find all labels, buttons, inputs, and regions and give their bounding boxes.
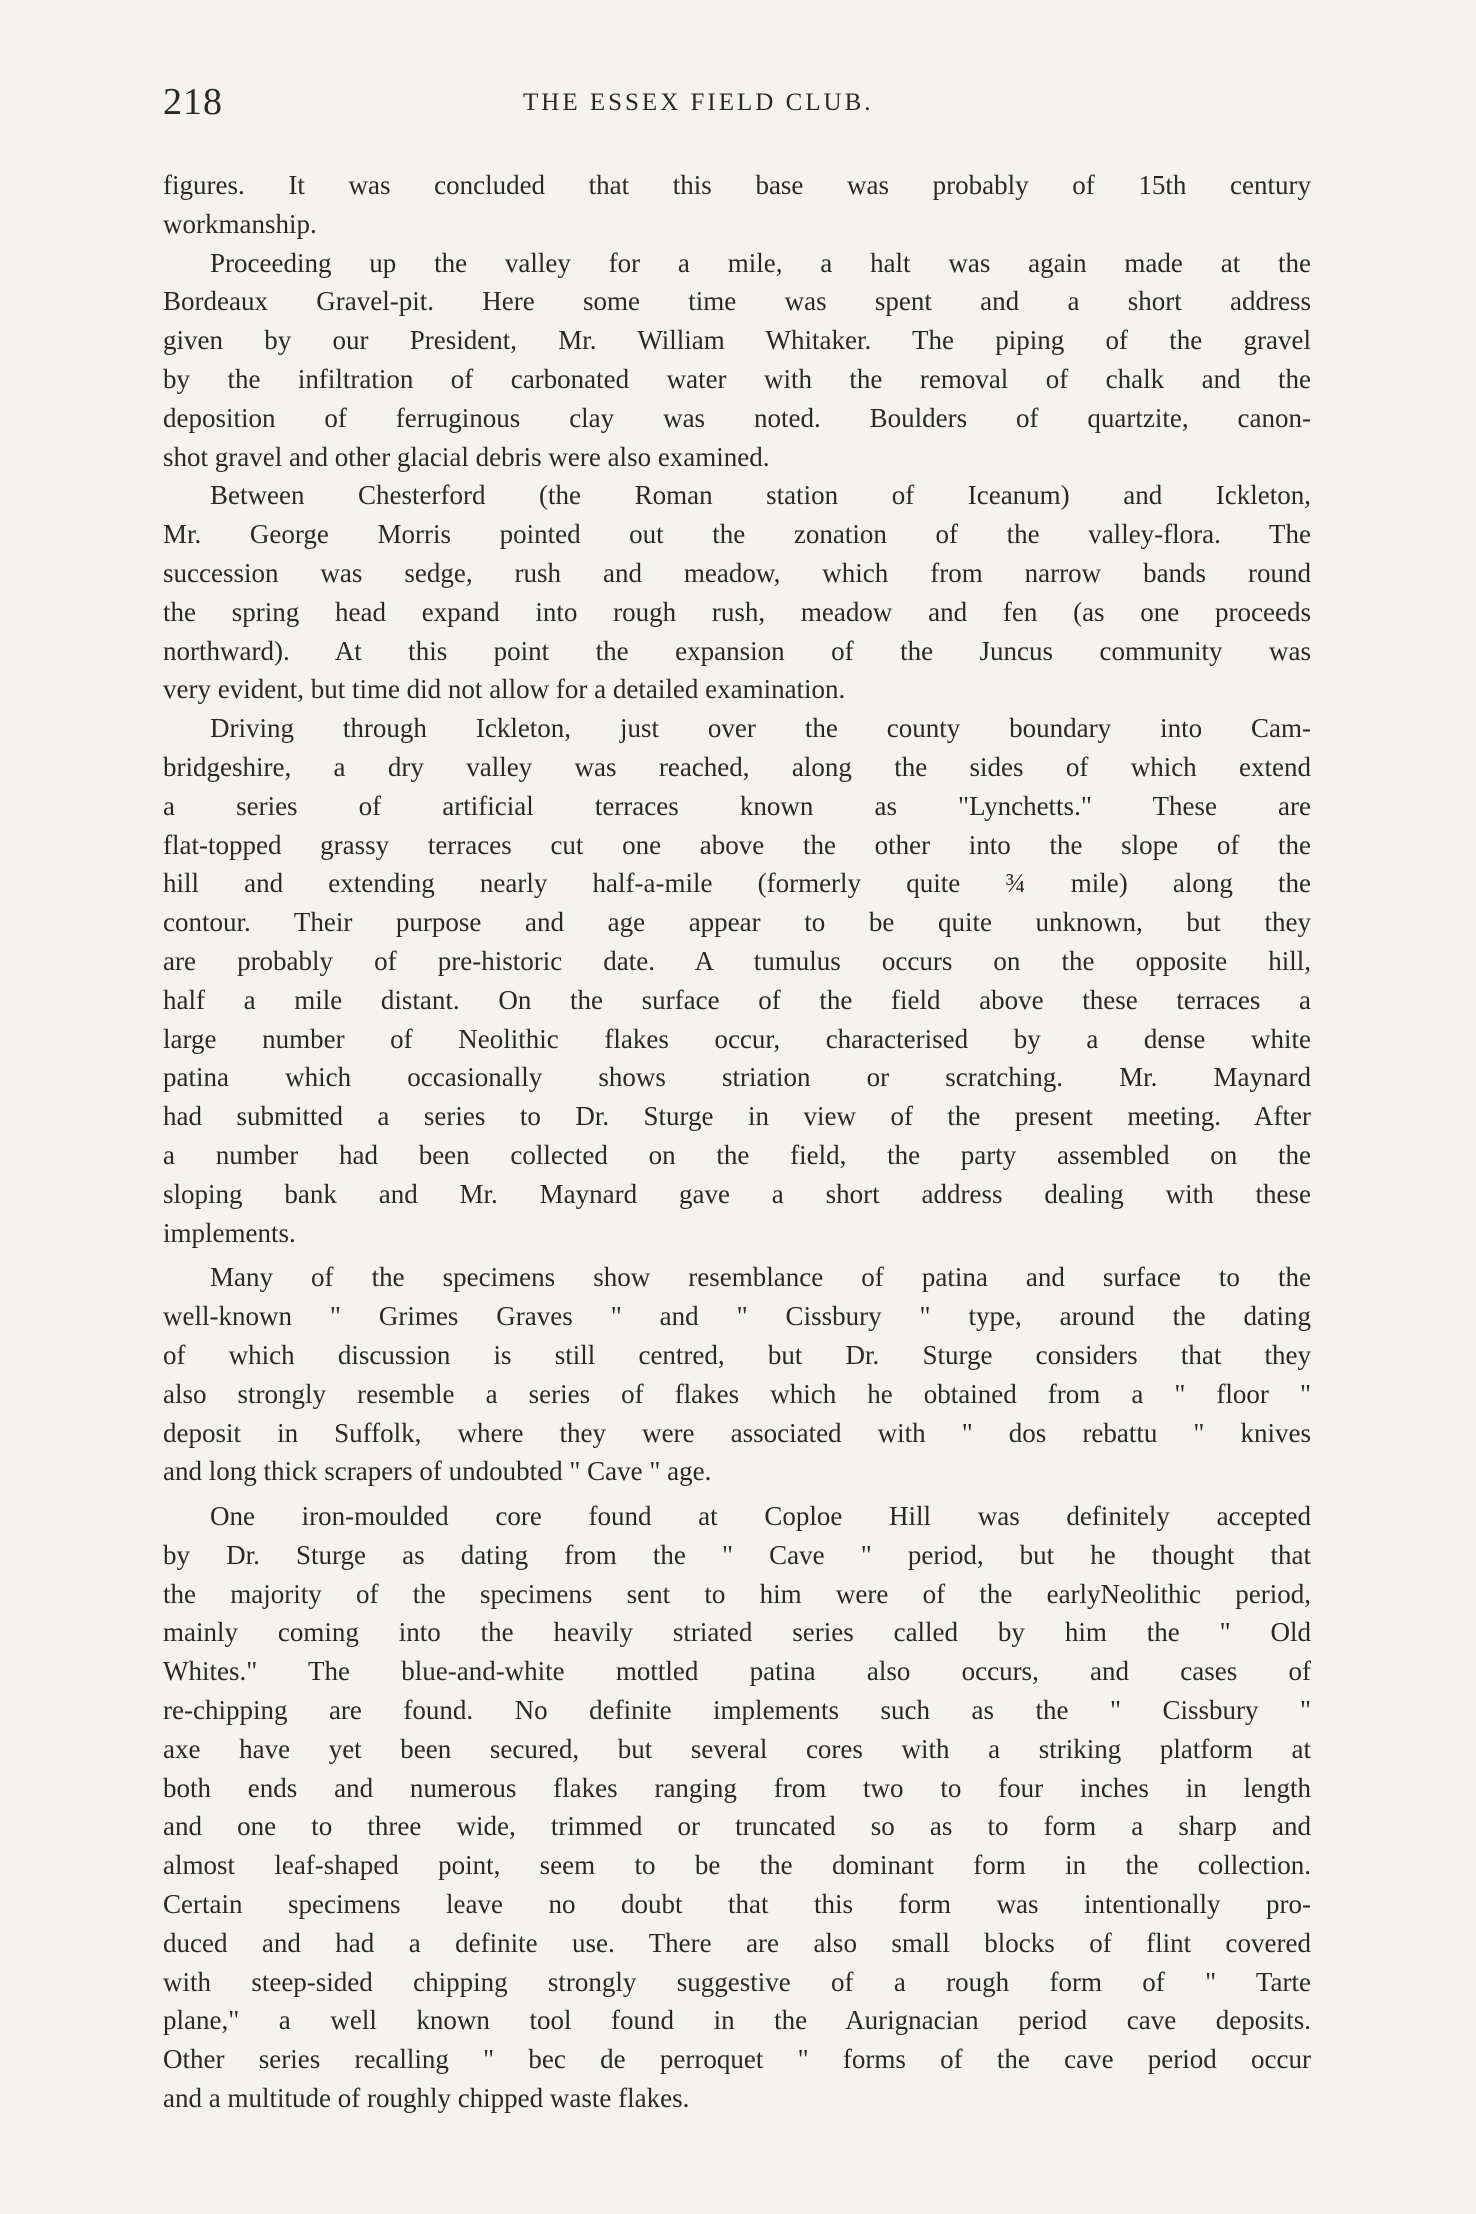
paragraph-first-line: Many of the specimens show resemblance of patina and surface to the [210, 1262, 1311, 1293]
text-line: deposit in Suffolk, where they were associated with " dos rebattu " knives [163, 1417, 1311, 1448]
text-line: Other series recalling " bec de perroquet " forms of the cave period occur [163, 2044, 1311, 2075]
text-line: implements. [163, 1217, 296, 1248]
text-line: sloping bank and Mr. Maynard gave a short address dealing with these [163, 1178, 1311, 1209]
text-line: and a multitude of roughly chipped waste flakes. [163, 2083, 690, 2114]
text-line: Certain specimens leave no doubt that this form was intentionally pro- [163, 1889, 1311, 1920]
text-line: plane," a well known tool found in the Aurignacian period cave deposits. [163, 2005, 1311, 2036]
text-line: large number of Neolithic flakes occur, characterised by a dense white [163, 1023, 1311, 1054]
text-line: deposition of ferruginous clay was noted. Boulders of quartzite, canon- [163, 402, 1311, 433]
text-line: bridgeshire, a dry valley was reached, along the sides of which extend [163, 751, 1311, 782]
text-line: shot gravel and other glacial debris were also examined. [163, 441, 770, 472]
text-line: Whites." The blue-and-white mottled patina also occurs, and cases of [163, 1656, 1311, 1687]
text-line: flat-topped grassy terraces cut one above the other into the slope of the [163, 829, 1311, 860]
text-line: Mr. George Morris pointed out the zonation of the valley-flora. The [163, 519, 1311, 550]
text-line: workmanship. [163, 208, 317, 239]
text-line: patina which occasionally shows striation or scratching. Mr. Maynard [163, 1062, 1311, 1093]
paragraph-first-line: Between Chesterford (the Roman station of Iceanum) and Ickleton, [210, 480, 1311, 511]
text-line: also strongly resemble a series of flakes which he obtained from a " floor " [163, 1378, 1311, 1409]
text-line: half a mile distant. On the surface of the field above these terraces a [163, 984, 1311, 1015]
text-line: are probably of pre-historic date. A tumulus occurs on the opposite hill, [163, 945, 1311, 976]
text-line: of which discussion is still centred, but Dr. Sturge considers that they [163, 1339, 1311, 1370]
text-line: well-known " Grimes Graves " and " Cissbury " type, around the dating [163, 1301, 1311, 1332]
text-line: by the infiltration of carbonated water with the removal of chalk and the [163, 363, 1311, 394]
paragraph-first-line: Driving through Ickleton, just over the county boundary into Cam- [210, 713, 1311, 744]
body-text [163, 166, 1311, 2118]
text-line: a number had been collected on the field, the party assembled on the [163, 1139, 1311, 1170]
text-line: mainly coming into the heavily striated series called by him the " Old [163, 1617, 1311, 1648]
text-line: almost leaf-shaped point, seem to be the dominant form in the collection. [163, 1850, 1311, 1881]
text-line: given by our President, Mr. William Whitaker. The piping of the gravel [163, 325, 1311, 356]
text-line: re-chipping are found. No definite implements such as the " Cissbury " [163, 1695, 1311, 1726]
text-line: figures. It was concluded that this base was probably of 15th century [163, 170, 1311, 200]
text-line: had submitted a series to Dr. Sturge in view of the present meeting. After [163, 1101, 1311, 1132]
text-line: and one to three wide, trimmed or truncated so as to form a sharp and [163, 1811, 1311, 1842]
text-line: and long thick scrapers of undoubted " Cave " age. [163, 1456, 712, 1487]
text-line: Bordeaux Gravel-pit. Here some time was spent and a short address [163, 286, 1311, 317]
text-line: axe have yet been secured, but several cores with a striking platform at [163, 1733, 1311, 1764]
running-title: THE ESSEX FIELD CLUB. [523, 89, 874, 116]
text-line: succession was sedge, rush and meadow, which from narrow bands round [163, 557, 1311, 588]
text-line: very evident, but time did not allow for a detailed examination. [163, 674, 846, 705]
text-line: both ends and numerous flakes ranging from two to four inches in length [163, 1772, 1311, 1803]
text-line: northward). At this point the expansion of the Juncus community was [163, 635, 1311, 666]
text-line: a series of artificial terraces known as "Lynchetts." These are [163, 790, 1311, 821]
paragraph-first-line: Proceeding up the valley for a mile, a halt was again made at the [210, 247, 1311, 278]
text-line: the majority of the specimens sent to him were of the earlyNeolithic period, [163, 1578, 1311, 1609]
text-line: hill and extending nearly half-a-mile (formerly quite ¾ mile) along the [163, 868, 1311, 899]
text-line: by Dr. Sturge as dating from the " Cave " period, but he thought that [163, 1539, 1311, 1570]
running-head [163, 78, 1313, 128]
text-line: the spring head expand into rough rush, meadow and fen (as one proceeds [163, 596, 1311, 627]
text-line: with steep-sided chipping strongly suggestive of a rough form of " Tarte [163, 1966, 1311, 1997]
text-line: duced and had a definite use. There are also small blocks of flint covered [163, 1927, 1311, 1958]
page-number: 218 [163, 81, 223, 123]
text-line: contour. Their purpose and age appear to be quite unknown, but they [163, 907, 1311, 938]
paragraph-first-line: One iron-moulded core found at Coploe Hill was definitely accepted [210, 1501, 1311, 1532]
